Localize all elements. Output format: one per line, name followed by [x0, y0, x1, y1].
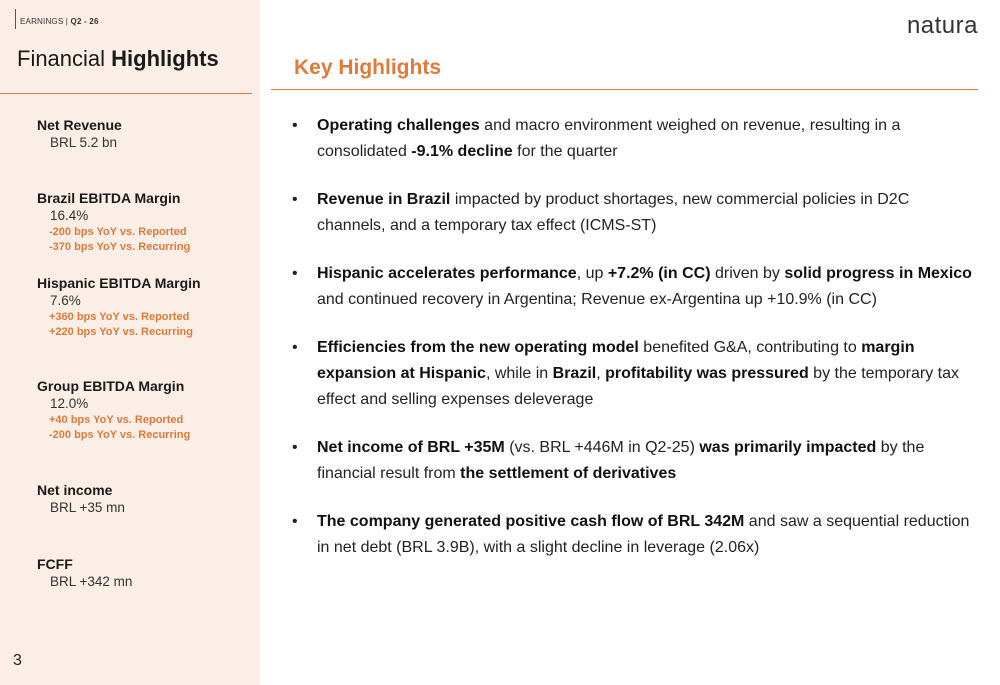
main-divider: [271, 89, 978, 90]
metric-brazil-ebitda: [37, 189, 190, 255]
bullet-marker: •: [292, 191, 298, 208]
highlight-item: [290, 509, 980, 561]
bullet-marker: •: [292, 265, 298, 282]
bullet-marker: •: [292, 117, 298, 134]
sidebar-panel: [0, 0, 260, 685]
brand-logo: natura: [906, 12, 978, 39]
metric-label: Net income: [37, 482, 113, 498]
metric-net-income: [37, 481, 125, 517]
bullet-marker: •: [292, 339, 298, 356]
highlight-text: The company generated positive cash flow of BRL 342M and saw a sequential reduction in net debt (BRL 3.9B), with a slight decline in leverage (2.06x): [317, 513, 970, 556]
metric-value: 12.0%: [50, 396, 89, 411]
metric-value: 7.6%: [50, 293, 81, 308]
metric-note: +220 bps YoY vs. Recurring: [49, 326, 193, 338]
highlights-list: [290, 113, 980, 561]
highlight-item: [290, 435, 980, 487]
highlight-text: Revenue in Brazil impacted by product shortages, new commercial policies in D2C channels, and a temporary tax effect (ICMS-ST): [317, 191, 910, 234]
metric-value: BRL +35 mn: [50, 500, 125, 515]
highlight-item: [290, 335, 980, 413]
metric-label: Net Revenue: [37, 117, 122, 133]
sidebar-divider: [0, 93, 252, 94]
highlight-text: Hispanic accelerates performance, up +7.2% (in CC) driven by solid progress in Mexico and continued recovery in Argentina; Revenue ex-Argentina up +10.9% (in CC): [317, 265, 972, 308]
header-divider: [15, 9, 16, 29]
metric-label: Brazil EBITDA Margin: [37, 190, 181, 206]
highlight-item: [290, 261, 980, 313]
bullet-marker: •: [292, 513, 298, 530]
main-title: Key Highlights: [294, 56, 442, 79]
sidebar-title: Financial Highlights: [17, 46, 219, 71]
metric-label: FCFF: [37, 556, 73, 572]
metric-value: 16.4%: [50, 208, 89, 223]
metric-label: Hispanic EBITDA Margin: [37, 275, 201, 291]
metric-fcff: [37, 555, 132, 591]
metric-value: BRL 5.2 bn: [50, 135, 118, 150]
bullet-marker: •: [292, 439, 298, 456]
metric-note: -370 bps YoY vs. Recurring: [49, 241, 191, 253]
section-tag: EARNINGS | Q2 - 26: [20, 17, 99, 26]
highlight-text: Efficiencies from the new operating model benefited G&A, contributing to margin expansion at Hispanic, while in Brazil, profitability was pressured by the temporary tax effect and selling expenses deleverage: [317, 339, 960, 408]
highlight-item: [290, 187, 980, 239]
metric-note: -200 bps YoY vs. Reported: [49, 226, 187, 238]
metric-note: -200 bps YoY vs. Recurring: [49, 429, 191, 441]
highlight-text: Net income of BRL +35M (vs. BRL +446M in Q2-25) was primarily impacted by the financial result from the settlement of derivatives: [317, 439, 925, 482]
metric-note: +40 bps YoY vs. Reported: [49, 414, 184, 426]
page-number: 3: [13, 652, 22, 669]
highlight-item: [290, 113, 980, 165]
metric-group-ebitda: [37, 377, 190, 443]
metric-hispanic-ebitda: [37, 274, 201, 340]
metric-label: Group EBITDA Margin: [37, 378, 185, 394]
metric-net-revenue: [37, 116, 122, 152]
highlight-text: Operating challenges and macro environment weighed on revenue, resulting in a consolidated -9.1% decline for the quarter: [317, 117, 901, 160]
metric-note: +360 bps YoY vs. Reported: [49, 311, 190, 323]
metric-value: BRL +342 mn: [50, 574, 133, 589]
